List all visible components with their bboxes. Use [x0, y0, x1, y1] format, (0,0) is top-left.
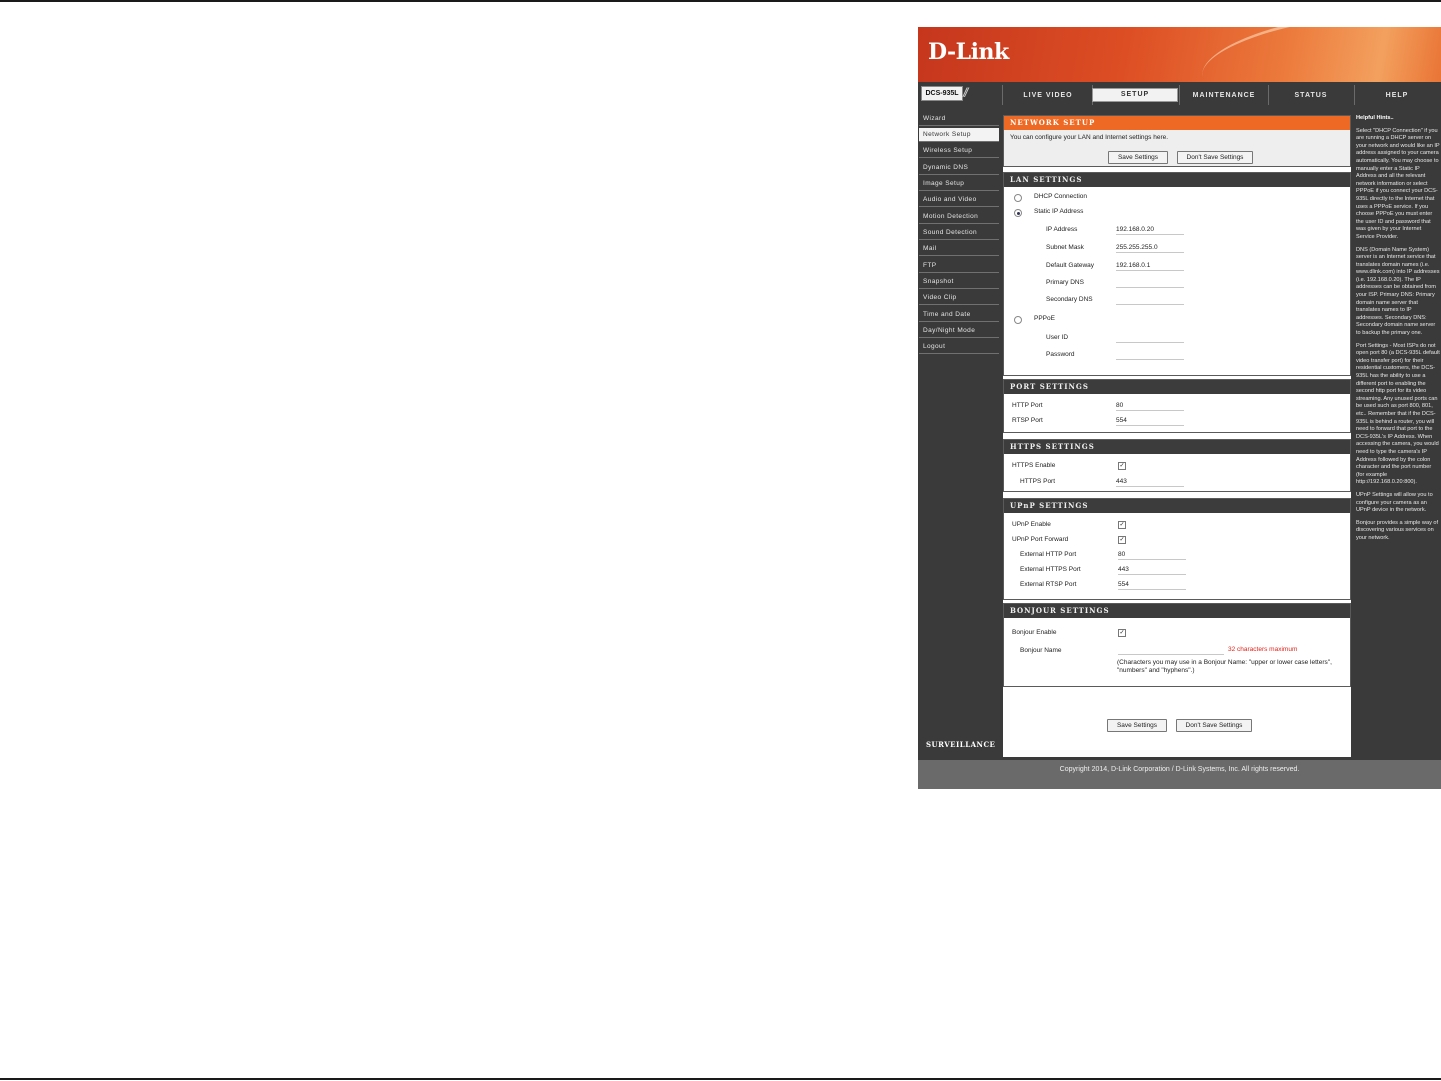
surveillance-brand: SURVEILLANCE: [926, 740, 996, 749]
section-title: LAN SETTINGS: [1004, 173, 1350, 187]
network-setup-panel: [1003, 115, 1351, 167]
section-description: You can configure your LAN and Internet settings here.: [1010, 134, 1169, 141]
bonjour-enable-checkbox[interactable]: ✓: [1119, 630, 1125, 636]
tab-live-video[interactable]: LIVE VIDEO: [1023, 92, 1073, 99]
section-title: UPnP SETTINGS: [1004, 499, 1350, 513]
https-port-label: HTTPS Port: [1020, 478, 1056, 485]
dont-save-settings-button-bottom[interactable]: Don't Save Settings: [1176, 719, 1252, 732]
bottom-rule: [0, 1078, 1441, 1080]
footer-bar: [918, 760, 1441, 789]
https-enable-label: HTTPS Enable: [1012, 462, 1056, 469]
sidebar-item-mail[interactable]: Mail: [919, 242, 999, 256]
sidebar-item-ftp[interactable]: FTP: [919, 259, 999, 273]
sidebar-item-image-setup[interactable]: Image Setup: [919, 177, 999, 191]
copyright-text: Copyright 2014, D-Link Corporation / D-Link Systems, Inc. All rights reserved.: [1059, 766, 1300, 773]
top-rule: [0, 0, 1441, 2]
external-http-port-input[interactable]: 80: [1118, 550, 1186, 560]
helpful-hints-panel: [1356, 115, 1440, 729]
bonjour-name-input[interactable]: [1118, 645, 1224, 655]
sidebar-item-network-setup[interactable]: Network Setup: [919, 128, 999, 142]
secondary-dns-label: Secondary DNS: [1046, 296, 1093, 303]
save-settings-button-bottom[interactable]: Save Settings: [1107, 719, 1167, 732]
ip-address-label: IP Address: [1046, 226, 1078, 233]
help-paragraph: Select "DHCP Connection" if you are running a DHCP server on your network and would like an IP address assigned to your camera automatically. You may choose to manually enter a Static IP Address and all the relevant network information or select PPPoE if you connect your DCS-935L directly to the Internet that uses a PPPoE service. If you choose PPPoE you must enter the user ID and password that was given by your Internet Service Provider.: [1356, 127, 1440, 240]
external-rtsp-port-label: External RTSP Port: [1020, 581, 1077, 588]
sidebar-item-wizard[interactable]: Wizard: [919, 112, 999, 126]
upnp-port-forward-label: UPnP Port Forward: [1012, 536, 1069, 543]
external-https-port-input[interactable]: 443: [1118, 565, 1186, 575]
section-title: BONJOUR SETTINGS: [1004, 604, 1350, 618]
upnp-enable-label: UPnP Enable: [1012, 521, 1051, 528]
main-content: [1003, 115, 1351, 757]
model-badge: DCS-935L: [921, 86, 963, 101]
help-paragraph: DNS (Domain Name System) server is an Internet service that translates domain names (i.e. www.dlink.com) into IP addresses (i.e. 192.168.0.20). The IP addresses can be obtained from your ISP. Primary DNS: Primary domain name server that translates names to IP addresses. Secondary DNS: Secondary domain name server to backup the primary one.: [1356, 246, 1440, 337]
user-id-label: User ID: [1046, 334, 1069, 341]
pppoe-radio[interactable]: [1014, 316, 1022, 324]
https-enable-checkbox[interactable]: ✓: [1119, 463, 1125, 469]
static-ip-radio[interactable]: [1014, 209, 1022, 217]
sidebar-item-snapshot[interactable]: Snapshot: [919, 275, 999, 289]
pppoe-label: PPPoE: [1034, 315, 1055, 322]
tab-help[interactable]: HELP: [1385, 92, 1409, 99]
lan-settings-panel: [1003, 172, 1351, 376]
password-input[interactable]: [1116, 350, 1184, 360]
sidebar-item-motion-detection[interactable]: Motion Detection: [919, 210, 999, 224]
user-id-input[interactable]: [1116, 333, 1184, 343]
bonjour-name-label: Bonjour Name: [1020, 647, 1062, 654]
section-title: NETWORK SETUP: [1004, 116, 1350, 130]
slash-decoration-icon: //: [963, 85, 967, 100]
help-paragraph: UPnP Settings will allow you to configure your camera as an UPnP device in the network.: [1356, 491, 1433, 514]
tab-setup[interactable]: SETUP: [1092, 88, 1178, 102]
upnp-enable-checkbox[interactable]: ✓: [1119, 522, 1125, 528]
bonjour-settings-panel: [1003, 603, 1351, 687]
subnet-mask-input[interactable]: 255.255.255.0: [1116, 243, 1184, 253]
help-paragraph: Bonjour provides a simple way of discovering various services on your network.: [1356, 519, 1439, 541]
https-port-input[interactable]: 443: [1116, 477, 1184, 487]
help-title: Helpful Hints..: [1356, 115, 1394, 121]
subnet-mask-label: Subnet Mask: [1046, 244, 1084, 251]
sidebar-item-sound-detection[interactable]: Sound Detection: [919, 226, 999, 240]
sidebar-item-wireless-setup[interactable]: Wireless Setup: [919, 144, 999, 158]
ip-address-input[interactable]: 192.168.0.20: [1116, 225, 1184, 235]
tab-maintenance[interactable]: MAINTENANCE: [1192, 92, 1256, 99]
header-banner: [918, 27, 1441, 82]
dlink-logo: D-Link: [928, 39, 1009, 65]
tab-separator: [1002, 85, 1003, 105]
password-label: Password: [1046, 351, 1075, 358]
sidebar-item-time-date[interactable]: Time and Date: [919, 308, 999, 322]
external-rtsp-port-input[interactable]: 554: [1118, 580, 1186, 590]
bonjour-enable-label: Bonjour Enable: [1012, 629, 1057, 636]
section-title: HTTPS SETTINGS: [1004, 440, 1350, 454]
tab-status[interactable]: STATUS: [1294, 92, 1328, 99]
static-ip-label: Static IP Address: [1034, 208, 1084, 215]
bonjour-max-note: 32 characters maximum: [1228, 646, 1298, 653]
default-gateway-input[interactable]: 192.168.0.1: [1116, 261, 1184, 271]
sidebar-item-audio-video[interactable]: Audio and Video: [919, 193, 999, 207]
rtsp-port-input[interactable]: 554: [1116, 416, 1184, 426]
default-gateway-label: Default Gateway: [1046, 262, 1095, 269]
sidebar-item-logout[interactable]: Logout: [919, 340, 999, 354]
sidebar-item-day-night[interactable]: Day/Night Mode: [919, 324, 999, 338]
primary-dns-input[interactable]: [1116, 278, 1184, 288]
upnp-settings-panel: [1003, 498, 1351, 600]
https-settings-panel: [1003, 439, 1351, 492]
http-port-label: HTTP Port: [1012, 402, 1043, 409]
save-settings-button[interactable]: Save Settings: [1108, 151, 1168, 164]
external-http-port-label: External HTTP Port: [1020, 551, 1077, 558]
sidebar-item-dynamic-dns[interactable]: Dynamic DNS: [919, 161, 999, 175]
sidebar-item-video-clip[interactable]: Video Clip: [919, 291, 999, 305]
help-paragraph: Port Settings - Most ISPs do not open port 80 (a DCS-935L default video transfer port) for their residential customers, the DCS-935L has the ability to use a different port to enabling the second http port for its video streaming. Any unused ports can be used such as port 800, 801, etc.. Remember that if the DCS-935L is behind a router, you will need to forward that port to the DCS-935L's IP Address. When accessing the camera, you would need to type the camera's IP Address followed by the colon character and the port number (for example http://192.168.0.20:800).: [1356, 342, 1440, 486]
bonjour-chars-note: (Characters you may use in a Bonjour Name: "upper or lower case letters", "numbers" and "hyphens".): [1117, 659, 1332, 674]
dhcp-label: DHCP Connection: [1034, 193, 1087, 200]
external-https-port-label: External HTTPS Port: [1020, 566, 1081, 573]
secondary-dns-input[interactable]: [1116, 295, 1184, 305]
upnp-port-forward-checkbox[interactable]: ✓: [1119, 537, 1125, 543]
http-port-input[interactable]: 80: [1116, 401, 1184, 411]
primary-dns-label: Primary DNS: [1046, 279, 1084, 286]
section-title: PORT SETTINGS: [1004, 380, 1350, 394]
dhcp-radio[interactable]: [1014, 194, 1022, 202]
rtsp-port-label: RTSP Port: [1012, 417, 1043, 424]
dont-save-settings-button[interactable]: Don't Save Settings: [1177, 151, 1253, 164]
camera-web-ui: [918, 27, 1441, 789]
port-settings-panel: [1003, 379, 1351, 433]
